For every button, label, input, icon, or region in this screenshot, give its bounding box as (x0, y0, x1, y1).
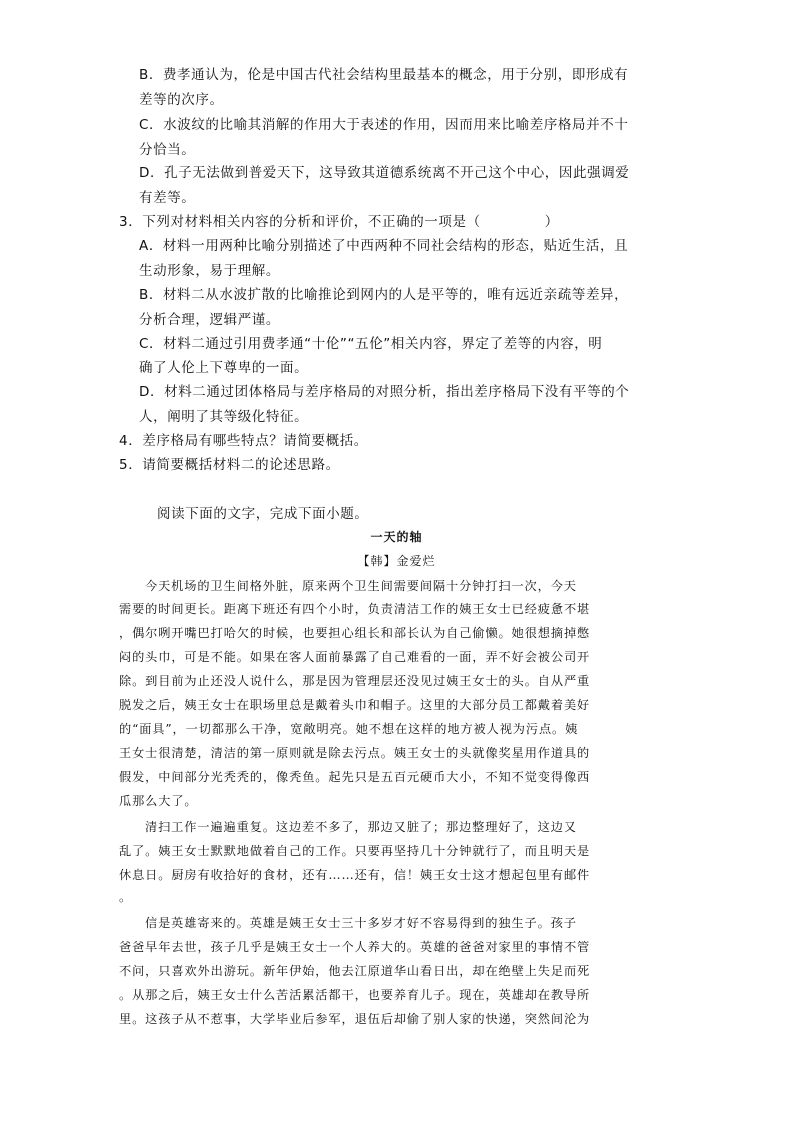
passage-line: 瓜那么大了。 (119, 794, 198, 808)
passage-line: 清扫工作一遍遍重复。这边差不多了，那边又脏了；那边整理好了，这边又 (145, 820, 577, 834)
q2-option-b-line1: B．费孝通认为，伦是中国古代社会结构里最基本的概念，用于分别，即形成有 (139, 67, 629, 83)
passage-line: 信是英雄寄来的。英雄是姨王女士三十多岁才好不容易得到的独生子。孩子 (145, 916, 577, 930)
passage-line: 今天机场的卫生间格外脏，原来两个卫生间需要间隔十分钟打扫一次，今天 (145, 579, 577, 593)
passage-line: 闷的头巾，可是不能。如果在客人面前暴露了自己难看的一面，弄不好会被公司开 (119, 650, 591, 664)
passage-line: 脱发之后，姨王女士在职场里总是戴着头巾和帽子。这里的大部分员工都戴着美好 (119, 698, 591, 712)
q3-option-b-line2: 分析合理，逻辑严谨。 (139, 312, 280, 328)
question-5: 5．请简要概括材料二的论述思路。 (119, 457, 340, 473)
passage-line: 休息日。厨房有收拾好的食材，还有……还有，信！姨王女士这才想起包里有邮件 (119, 868, 591, 882)
q3-option-b-line1: B．材料二从水波扩散的比喻推论到网内的人是平等的，唯有远近亲疏等差异， (139, 287, 629, 303)
q3-option-a-line1: A．材料一用两种比喻分别描述了中西两种不同社会结构的形态，贴近生活，且 (139, 238, 629, 254)
question-3-stem-close: ） (544, 214, 559, 230)
passage-title: 一天的轴 (370, 530, 423, 544)
q3-option-c-line2: 确了人伦上下尊卑的一面。 (139, 360, 309, 376)
passage-line: 王女士很清楚，清洁的第一原则就是除去污点。姨王女士的头就像奖星用作道具的 (119, 746, 591, 760)
passage-line: 里。这孩子从不惹事，大学毕业后参军，退伍后却偷了别人家的快递，突然间沦为 (119, 1012, 591, 1026)
question-3-stem (119, 212, 559, 232)
q2-option-d-line1: D．孔子无法做到普爱天下，这导致其道德系统离不开己这个中心，因此强调爱 (139, 165, 630, 181)
passage-line: 的“面具”，一切都那么干净，宽敞明亮。她不想在这样的地方被人视为污点。姨 (119, 722, 579, 736)
reading-instruction: 阅读下面的文字，完成下面小题。 (157, 506, 369, 522)
q3-option-a-line2: 生动形象，易于理解。 (139, 263, 280, 279)
passage-line: 需要的时间更长。距离下班还有四个小时，负责清洁工作的姨王女士已经疲惫不堪 (119, 602, 591, 616)
passage-line: 假发，中间部分光秃秃的，像秃鱼。起先只是五百元硬币大小，不知不觉变得像西 (119, 770, 591, 784)
q2-option-c-line1: C．水波纹的比喻其消解的作用大于表述的作用，因而用来比喻差序格局并不十 (139, 117, 629, 133)
passage-line: 。从那之后，姨王女士什么苦活累活都干，也要养育儿子。现在，英雄却在教导所 (119, 988, 591, 1002)
q3-option-d-line2: 人，阐明了其等级化特征。 (139, 409, 309, 425)
passage-line: 不问，只喜欢外出游玩。新年伊始，他去江原道华山看日出，却在绝壁上失足而死 (119, 964, 591, 978)
passage-line: 乱了。姨王女士默默地做着自己的工作。只要再坚持几十分钟就行了，而且明天是 (119, 844, 591, 858)
question-4: 4．差序格局有哪些特点？请简要概括。 (119, 433, 368, 449)
passage-line: 除。到目前为止还没人说什么，那是因为管理层还没见过姨王女士的头。自从严重 (119, 674, 591, 688)
q2-option-c-line2: 分恰当。 (139, 142, 196, 158)
passage-line: ，偶尔咧开嘴巴打哈欠的时候，也要担心组长和部长认为自己偷懒。她很想摘掉憋 (119, 626, 591, 640)
q2-option-b-line2: 差等的次序。 (139, 92, 224, 108)
q3-option-d-line1: D．材料二通过团体格局与差序格局的对照分析，指出差序格局下没有平等的个 (139, 384, 630, 400)
passage-line: 爸爸早年去世，孩子几乎是姨王女士一个人养大的。英雄的爸爸对家里的事情不管 (119, 940, 591, 954)
passage-author: 【韩】金爱烂 (357, 554, 436, 568)
q3-option-c-line1: C．材料二通过引用费孝通“十伦”“五伦”相关内容，界定了差等的内容，明 (139, 336, 603, 352)
question-3-stem-text: 3．下列对材料相关内容的分析和评价，不正确的一项是（ (119, 214, 481, 230)
q2-option-d-line2: 有差等。 (139, 190, 196, 206)
passage-line: 。 (119, 890, 133, 904)
